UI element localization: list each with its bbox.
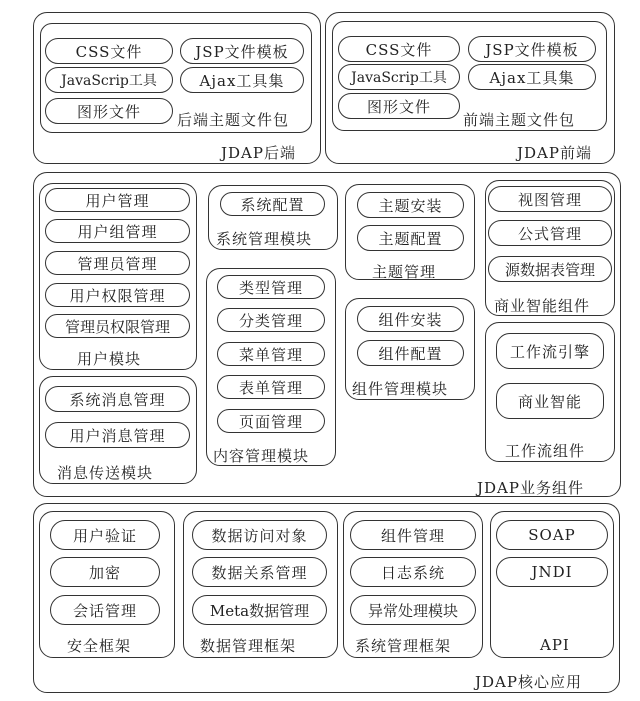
theme-config: 主题配置 [357, 225, 464, 251]
admin-permission-management: 管理员权限管理 [45, 314, 190, 338]
system-message-management: 系统消息管理 [45, 386, 190, 412]
message-module-title: 消息传送模块 [57, 464, 154, 482]
meta-data-management: Meta数据管理 [192, 595, 327, 625]
user-module-title: 用户模块 [77, 350, 142, 368]
backend-graphic-files: 图形文件 [45, 98, 173, 124]
frontend-jsp-templates: JSP文件模板 [468, 36, 596, 62]
frontend-title: JDAP前端 [517, 144, 592, 162]
source-table-management: 源数据表管理 [488, 256, 612, 282]
security-framework-title: 安全框架 [67, 637, 132, 655]
component-management: 组件管理 [350, 520, 476, 550]
system-module-title: 系统管理模块 [216, 230, 313, 248]
form-management: 表单管理 [217, 375, 325, 399]
theme-module-title: 主题管理 [372, 263, 437, 281]
category-management: 分类管理 [217, 308, 325, 332]
jndi: JNDI [496, 557, 608, 587]
user-management: 用户管理 [45, 188, 190, 212]
business-intelligence: 商业智能 [496, 383, 604, 419]
frontend-package-title: 前端主题文件包 [463, 111, 576, 129]
core-title: JDAP核心应用 [475, 673, 582, 691]
backend-package-title: 后端主题文件包 [177, 111, 290, 129]
data-relation-management: 数据关系管理 [192, 557, 327, 587]
soap: SOAP [496, 520, 608, 550]
exception-handling-module: 异常处理模块 [350, 595, 476, 625]
frontend-javascript-tools: JavaScrip工具 [338, 64, 460, 90]
api-title: API [540, 636, 570, 654]
business-title: JDAP业务组件 [477, 479, 584, 497]
user-group-management: 用户组管理 [45, 219, 190, 243]
backend-jsp-templates: JSP文件模板 [180, 38, 304, 64]
page-management: 页面管理 [217, 409, 325, 433]
content-module-title: 内容管理模块 [213, 447, 310, 465]
formula-management: 公式管理 [488, 220, 612, 246]
component-install: 组件安装 [357, 306, 464, 332]
data-access-object: 数据访问对象 [192, 520, 327, 550]
session-management: 会话管理 [50, 595, 160, 625]
user-authentication: 用户验证 [50, 520, 160, 550]
log-system: 日志系统 [350, 557, 476, 587]
data-framework-title: 数据管理框架 [200, 637, 297, 655]
admin-management: 管理员管理 [45, 251, 190, 275]
backend-title: JDAP后端 [221, 144, 296, 162]
frontend-graphic-files: 图形文件 [338, 93, 460, 119]
system-config: 系统配置 [220, 192, 325, 216]
workflow-engine: 工作流引擎 [496, 333, 604, 369]
theme-install: 主题安装 [357, 192, 464, 218]
frontend-css-files: CSS文件 [338, 36, 460, 62]
menu-management: 菜单管理 [217, 342, 325, 366]
user-message-management: 用户消息管理 [45, 422, 190, 448]
bi-component-title: 商业智能组件 [494, 297, 591, 315]
backend-ajax-toolkit: Ajax工具集 [180, 67, 304, 93]
backend-javascript-tools: JavaScrip工具 [45, 67, 173, 93]
encryption: 加密 [50, 557, 160, 587]
component-config: 组件配置 [357, 340, 464, 366]
component-module-title: 组件管理模块 [352, 380, 449, 398]
type-management: 类型管理 [217, 275, 325, 299]
workflow-component-title: 工作流组件 [505, 442, 586, 460]
user-permission-management: 用户权限管理 [45, 283, 190, 307]
system-framework-title: 系统管理框架 [355, 637, 452, 655]
frontend-ajax-toolkit: Ajax工具集 [468, 64, 596, 90]
view-management: 视图管理 [488, 186, 612, 212]
backend-css-files: CSS文件 [45, 38, 173, 64]
